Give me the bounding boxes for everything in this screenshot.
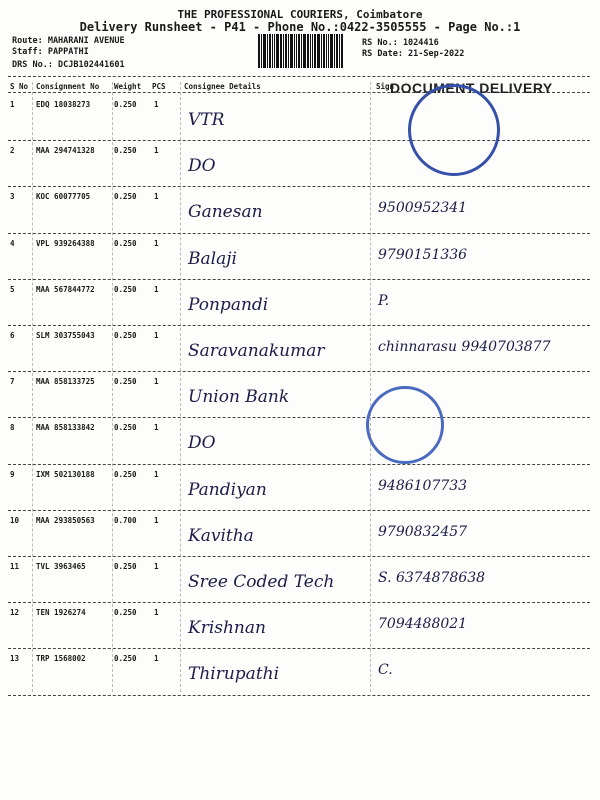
row-signature: 7094488021 <box>378 616 468 633</box>
row-consignee: Kavitha <box>188 525 254 546</box>
row-consignment-no: MAA 294741328 <box>36 146 95 156</box>
row-consignee: Krishnan <box>188 618 266 639</box>
row-divider <box>8 417 590 418</box>
row-consignment-no: MAA 293850563 <box>36 515 95 525</box>
receiver-stamp-icon <box>366 386 444 464</box>
row-weight: 0.250 <box>114 331 137 340</box>
row-divider <box>8 464 590 465</box>
row-weight: 0.250 <box>114 146 137 156</box>
row-weight: 0.250 <box>114 562 137 571</box>
row-pcs: 1 <box>154 100 159 109</box>
row-sno: 1 <box>10 100 15 109</box>
row-weight: 0.250 <box>114 100 137 109</box>
row-sno: 2 <box>10 146 15 156</box>
row-consignee: DO <box>188 156 216 177</box>
table-row <box>0 373 600 419</box>
row-sno: 4 <box>10 238 15 248</box>
route-label: Route: MAHARANI AVENUE <box>12 36 125 46</box>
row-pcs: 1 <box>154 284 159 294</box>
row-sno: 8 <box>10 423 15 433</box>
row-consignment-no: TRP 1568002 <box>36 654 86 664</box>
row-consignee: Thirupathi <box>188 664 280 685</box>
staff-label: Staff: PAPPATHI <box>12 47 89 57</box>
row-consignee: DO <box>188 433 216 454</box>
row-consignment-no: SLM 303755043 <box>36 331 95 340</box>
row-signature: P. <box>378 292 390 309</box>
row-signature: S. 6374878638 <box>378 570 486 586</box>
table-row <box>0 188 600 234</box>
row-divider <box>8 233 590 234</box>
row-consignment-no: MAA 858133725 <box>36 377 95 387</box>
table-row <box>0 327 600 373</box>
rs-date: RS Date: 21-Sep-2022 <box>362 49 465 59</box>
row-consignee: Pandiyan <box>188 479 267 500</box>
row-consignee: Saravanakumar <box>188 341 325 361</box>
row-divider <box>8 648 590 649</box>
document-delivery-stamp: DOCUMENT DELIVERY <box>390 80 553 96</box>
table-row <box>0 419 600 465</box>
row-sno: 6 <box>10 331 15 340</box>
row-signature: C. <box>378 662 393 679</box>
row-sno: 11 <box>10 562 20 571</box>
row-pcs: 1 <box>154 423 159 433</box>
row-pcs: 1 <box>154 331 159 340</box>
row-weight: 0.250 <box>114 192 137 202</box>
table-row <box>0 96 600 142</box>
row-sno: 5 <box>10 284 15 294</box>
row-signature: chinnarasu 9940703877 <box>378 339 551 355</box>
row-pcs: 1 <box>154 608 159 618</box>
row-divider <box>8 695 590 696</box>
col-consignee: Consignee Details <box>184 82 261 91</box>
row-weight: 0.250 <box>114 377 137 387</box>
row-consignment-no: MAA 567844772 <box>36 284 95 294</box>
row-sno: 3 <box>10 192 15 202</box>
table-row <box>0 650 600 696</box>
row-consignment-no: KOC 60077705 <box>36 192 91 202</box>
col-weight: Weight <box>114 82 142 91</box>
company-title: THE PROFESSIONAL COURIERS, Coimbatore <box>177 8 423 21</box>
row-divider <box>8 279 590 280</box>
row-pcs: 1 <box>154 377 159 387</box>
drs-label: DRS No.: DCJB102441601 <box>12 60 125 70</box>
row-pcs: 1 <box>154 515 159 525</box>
table-row <box>0 604 600 650</box>
row-consignee: VTR <box>188 110 225 130</box>
row-pcs: 1 <box>154 654 159 664</box>
row-pcs: 1 <box>154 469 159 479</box>
col-pcs: PCS <box>152 82 166 91</box>
row-divider <box>8 140 590 141</box>
row-divider <box>8 325 590 326</box>
row-consignment-no: TEN 1926274 <box>36 608 86 618</box>
row-consignment-no: MAA 858133842 <box>36 423 95 433</box>
row-signature: 9790832457 <box>378 523 468 540</box>
row-divider <box>8 371 590 372</box>
row-consignee: Sree Coded Tech <box>188 572 335 592</box>
row-weight: 0.250 <box>114 654 137 664</box>
row-consignment-no: IXM 502130188 <box>36 469 95 479</box>
row-weight: 0.250 <box>114 423 137 433</box>
row-sno: 13 <box>10 654 20 664</box>
header-divider <box>8 76 590 77</box>
row-divider <box>8 556 590 557</box>
table-row <box>0 512 600 558</box>
row-consignment-no: VPL 939264388 <box>36 238 95 248</box>
row-sno: 7 <box>10 377 15 387</box>
courier-stamp-icon <box>408 84 500 176</box>
row-divider <box>8 602 590 603</box>
row-weight: 0.250 <box>114 608 137 618</box>
row-consignment-no: EDQ 18038273 <box>36 100 91 109</box>
row-consignee: Ganesan <box>188 202 263 223</box>
row-consignment-no: TVL 3963465 <box>36 562 86 571</box>
row-pcs: 1 <box>154 238 159 248</box>
row-signature: 9790151336 <box>378 246 468 263</box>
row-consignee: Union Bank <box>188 387 290 408</box>
row-consignee: Balaji <box>188 248 237 269</box>
rs-number: RS No.: 1024416 <box>362 38 439 48</box>
runsheet-title: Delivery Runsheet - P41 - Phone No.:0422-3505555 - Page No.:1 <box>79 20 521 34</box>
row-weight: 0.250 <box>114 469 137 479</box>
row-weight: 0.250 <box>114 238 137 248</box>
row-sno: 12 <box>10 608 20 618</box>
row-weight: 0.700 <box>114 515 137 525</box>
col-signature: Sign <box>376 82 395 91</box>
row-weight: 0.250 <box>114 284 137 294</box>
row-consignee: Ponpandi <box>188 294 269 315</box>
row-sno: 10 <box>10 515 20 525</box>
row-pcs: 1 <box>154 192 159 202</box>
table-row <box>0 142 600 188</box>
col-sno: S No <box>10 82 29 91</box>
row-divider <box>8 510 590 511</box>
col-consignment: Consignment No <box>36 82 100 91</box>
row-signature: 9486107733 <box>378 477 468 494</box>
row-signature: 9500952341 <box>378 200 468 217</box>
row-sno: 9 <box>10 469 15 479</box>
table-row <box>0 558 600 604</box>
barcode <box>258 34 350 68</box>
row-divider <box>8 186 590 187</box>
row-pcs: 1 <box>154 146 159 156</box>
table-row <box>0 281 600 327</box>
row-pcs: 1 <box>154 562 159 571</box>
table-row <box>0 466 600 512</box>
table-row <box>0 235 600 281</box>
